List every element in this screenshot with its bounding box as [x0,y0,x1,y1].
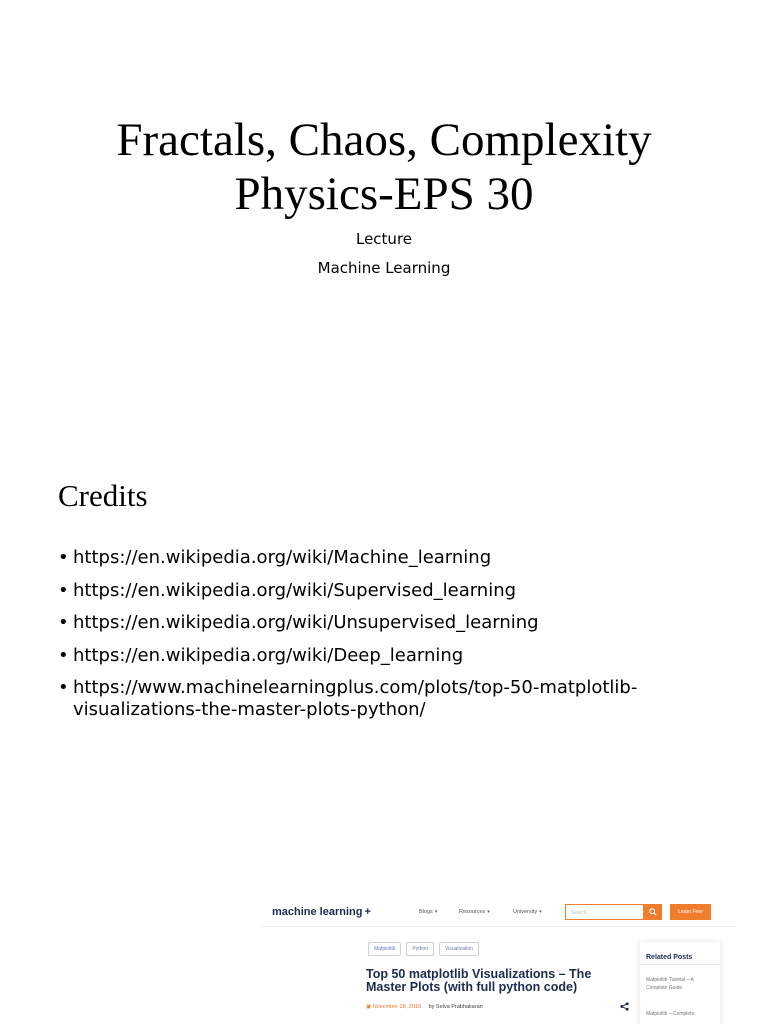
credit-item[interactable] [58,580,698,602]
credit-item[interactable] [58,612,698,634]
related-posts-title: Related Posts [646,954,693,961]
credit-link[interactable]: https://en.wikipedia.org/wiki/Unsupervised_learning [73,612,539,633]
nav-blogs: Blogs ▾ [419,909,438,915]
bullet-icon: • [58,612,69,633]
title-slide [0,0,768,440]
subtitle-lecture: Lecture [355,230,413,248]
bullet-icon: • [58,677,69,698]
nav-university: University ▾ [513,909,542,915]
bullet-icon: • [58,547,69,568]
credits-list [58,547,698,732]
tag: Matplotlib [368,942,401,956]
calendar-icon: ▣ [366,1004,372,1010]
credit-link[interactable]: https://www.machinelearningplus.com/plots/top-50-matplotlib-visualizations-the-master-plots-python/ [73,677,638,720]
article-title: Top 50 matplotlib Visualizations – The Master Plots (with full python code) [366,967,592,994]
tag-list [368,942,479,956]
related-posts-panel [640,942,720,1024]
article-author: by Selva Prabhakaran [428,1004,483,1010]
credits-heading: Credits [58,478,148,513]
title-line-2: Physics-EPS 30 [234,168,534,220]
chevron-down-icon: ▾ [434,909,438,915]
divider [640,964,720,965]
slide-title [0,113,768,221]
website-screenshot [262,894,736,1024]
site-logo: machine learning + [272,906,371,918]
search-button [643,904,662,920]
credit-item[interactable] [58,677,698,721]
credit-item[interactable] [58,645,698,667]
tag: Python [406,942,434,956]
bullet-icon: • [58,579,69,601]
credit-link[interactable]: https://en.wikipedia.org/wiki/Supervised_learning [73,579,517,601]
related-post: Matplotlib Tutorial – A Complete Guide [646,977,694,991]
search-icon [649,908,657,916]
search-input: Search [565,904,643,920]
credit-link[interactable]: https://en.wikipedia.org/wiki/Machine_learning [73,547,492,568]
nav-resources: Resources ▾ [459,909,490,915]
bullet-icon: • [58,644,69,666]
website-header [262,894,736,927]
article-meta [366,1004,483,1010]
article-date: November 28, 2018 [372,1004,422,1010]
related-post: Matplotlib – Complete [646,1011,695,1017]
share-icon [620,1002,629,1011]
credits-slide [0,440,768,1024]
credit-link[interactable]: https://en.wikipedia.org/wiki/Deep_learning [73,644,464,666]
credit-item[interactable] [58,547,698,569]
chevron-down-icon: ▾ [487,909,490,915]
title-line-1: Fractals, Chaos, Complexity [116,114,652,166]
chevron-down-icon: ▾ [539,909,542,915]
subtitle-topic: Machine Learning [317,259,451,277]
learn-free-button: Learn Free [670,904,711,920]
tag: Visualization [439,942,479,956]
